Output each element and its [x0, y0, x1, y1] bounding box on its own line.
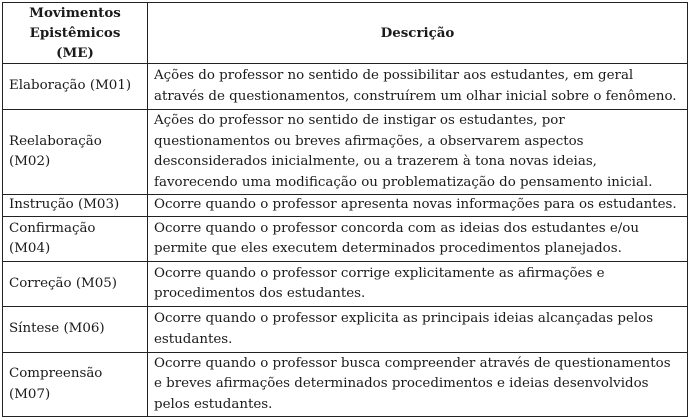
cell-me: Instrução (M03)	[3, 195, 148, 217]
table-row	[3, 110, 688, 195]
cell-descricao: Ocorre quando o professor busca compreender através de questionamentos e breves afirmações determinados procedimentos e ideias desenvolvidos pelos estudantes.	[148, 353, 688, 417]
cell-descricao: Ações do professor no sentido de possibilitar aos estudantes, em geral através de questionamentos, construírem um olhar inicial sobre o fenômeno.	[148, 64, 688, 110]
table-row	[3, 353, 688, 417]
cell-descricao: Ocorre quando o professor corrige explicitamente as afirmações e procedimentos dos estudantes.	[148, 262, 688, 307]
cell-me: Síntese (M06)	[3, 307, 148, 353]
column-header-descricao: Descrição	[148, 3, 688, 64]
table-row	[3, 64, 688, 110]
cell-descricao: Ocorre quando o professor concorda com as ideias dos estudantes e/ou permite que eles executem determinados procedimentos planejados.	[148, 217, 688, 262]
cell-me: Compreensão (M07)	[3, 353, 148, 417]
epistemic-movements-table	[2, 2, 688, 417]
cell-descricao: Ações do professor no sentido de instigar os estudantes, por questionamentos ou breves afirmações, a observarem aspectos desconsiderados inicialmente, ou a trazerem à tona novas ideias, favorecendo uma modificação ou problematização do pensamento inicial.	[148, 110, 688, 195]
cell-me: Correção (M05)	[3, 262, 148, 307]
table-header-row	[3, 3, 688, 64]
cell-descricao: Ocorre quando o professor apresenta novas informações para os estudantes.	[148, 195, 688, 217]
cell-me: Reelaboração (M02)	[3, 110, 148, 195]
cell-descricao: Ocorre quando o professor explicita as principais ideias alcançadas pelos estudantes.	[148, 307, 688, 353]
table-row	[3, 262, 688, 307]
cell-me: Confirmação (M04)	[3, 217, 148, 262]
table-row	[3, 307, 688, 353]
column-header-me: Movimentos Epistêmicos (ME)	[3, 3, 148, 64]
cell-me: Elaboração (M01)	[3, 64, 148, 110]
table-row	[3, 195, 688, 217]
table-row	[3, 217, 688, 262]
